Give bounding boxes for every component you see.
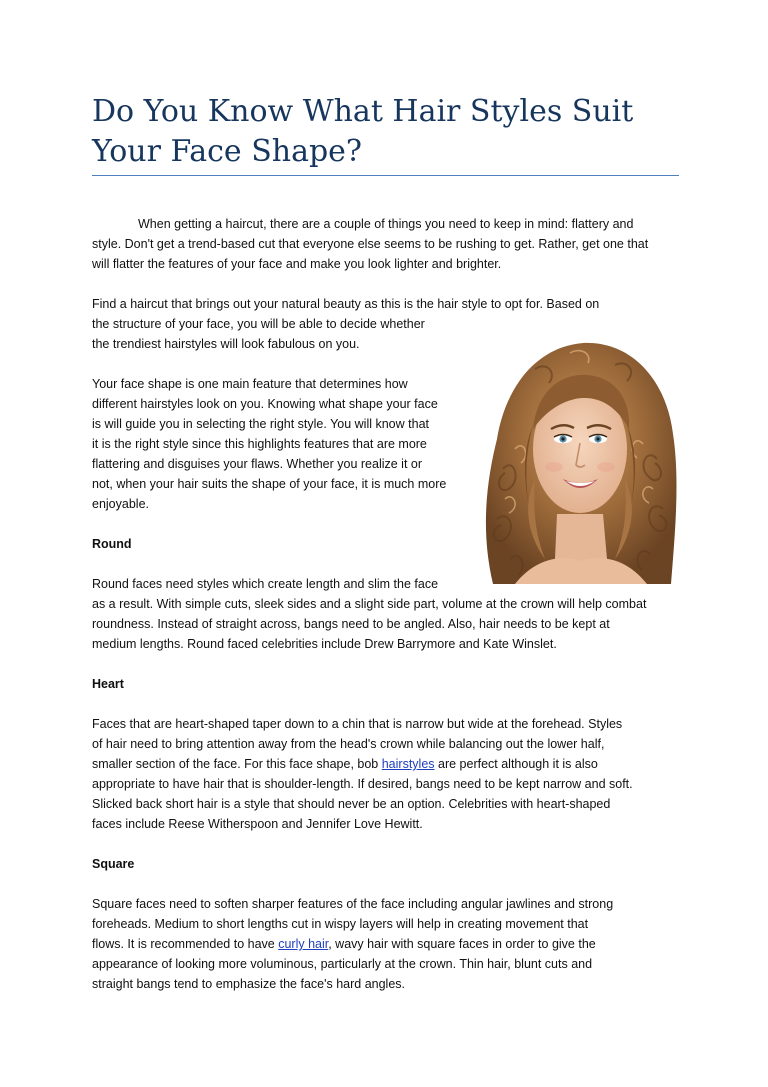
heart-heading: Heart <box>92 677 124 691</box>
paragraph-line: it is the right style since this highlights features that are more <box>92 437 427 451</box>
paragraph-line: appropriate to have hair that is shoulder-length. If desired, bangs need to be kept narrow and soft. <box>92 777 633 791</box>
intro-paragraph <box>92 214 692 274</box>
line-text: are perfect although it is also <box>434 757 598 771</box>
face-shape-paragraph <box>92 374 692 514</box>
paragraph-line: the trendiest hairstyles will look fabulous on you. <box>92 337 360 351</box>
paragraph-line <box>92 754 692 774</box>
paragraph-line: not, when your hair suits the shape of your face, it is much more <box>92 477 447 491</box>
paragraph-line: as a result. With simple cuts, sleek sides and a slight side part, volume at the crown will help combat <box>92 597 647 611</box>
square-paragraph <box>92 894 692 994</box>
line-text: flows. It is recommended to have <box>92 937 279 951</box>
paragraph-line <box>92 934 692 954</box>
line-text: , wavy hair with square faces in order to give the <box>328 937 596 951</box>
paragraph-line: Your face shape is one main feature that determines how <box>92 377 408 391</box>
paragraph-line: different hairstyles look on you. Knowing what shape your face <box>92 397 438 411</box>
paragraph-line: Round faces need styles which create length and slim the face <box>92 577 439 591</box>
paragraph-line: is will guide you in selecting the right style. You will know that <box>92 417 429 431</box>
paragraph-line: faces include Reese Witherspoon and Jennifer Love Hewitt. <box>92 817 423 831</box>
paragraph-line: Square faces need to soften sharper features of the face including angular jawlines and strong <box>92 897 614 911</box>
article-body <box>92 214 692 994</box>
paragraph-line: medium lengths. Round faced celebrities include Drew Barrymore and Kate Winslet. <box>92 637 557 651</box>
line-text: smaller section of the face. For this face shape, bob <box>92 757 382 771</box>
paragraph-line: style. Don't get a trend-based cut that everyone else seems to be rushing to get. Rather, get one that <box>92 237 649 251</box>
paragraph-line: the structure of your face, you will be able to decide whether <box>92 317 425 331</box>
paragraph-line: foreheads. Medium to short lengths cut in wispy layers will help in creating movement that <box>92 917 589 931</box>
paragraph-line: Faces that are heart-shaped taper down to a chin that is narrow but wide at the forehead. Styles <box>92 717 623 731</box>
paragraph-line: roundness. Instead of straight across, bangs need to be angled. Also, hair needs to be kept at <box>92 617 610 631</box>
round-heading: Round <box>92 537 132 551</box>
heart-paragraph <box>92 714 692 834</box>
paragraph-line: will flatter the features of your face and make you look lighter and brighter. <box>92 257 502 271</box>
paragraph-line: enjoyable. <box>92 497 149 511</box>
page-title <box>92 92 678 172</box>
paragraph-line: flattering and disguises your flaws. Whether you realize it or <box>92 457 423 471</box>
square-heading: Square <box>92 857 135 871</box>
paragraph-line: Slicked back short hair is a style that should never be an option. Celebrities with heart-shaped <box>92 797 611 811</box>
paragraph-line: Find a haircut that brings out your natural beauty as this is the hair style to opt for. Based on <box>92 297 600 311</box>
round-paragraph <box>92 574 692 654</box>
haircut-paragraph <box>92 294 692 354</box>
curly-hair-link[interactable]: curly hair <box>278 937 329 951</box>
line-text: When getting a haircut, there are a couple of things you need to keep in mind: flattery and <box>138 217 634 231</box>
title-line-2: Your Face Shape? <box>92 134 363 169</box>
paragraph-line: appearance of looking more voluminous, particularly at the crown. Thin hair, blunt cuts and <box>92 957 593 971</box>
paragraph-line: straight bangs tend to emphasize the face's hard angles. <box>92 977 406 991</box>
title-line-1: Do You Know What Hair Styles Suit <box>92 94 634 129</box>
hairstyles-link[interactable]: hairstyles <box>381 757 435 771</box>
paragraph-line <box>92 214 692 234</box>
title-underline <box>92 175 679 176</box>
paragraph-line: of hair need to bring attention away from the head's crown while balancing out the lower half, <box>92 737 605 751</box>
